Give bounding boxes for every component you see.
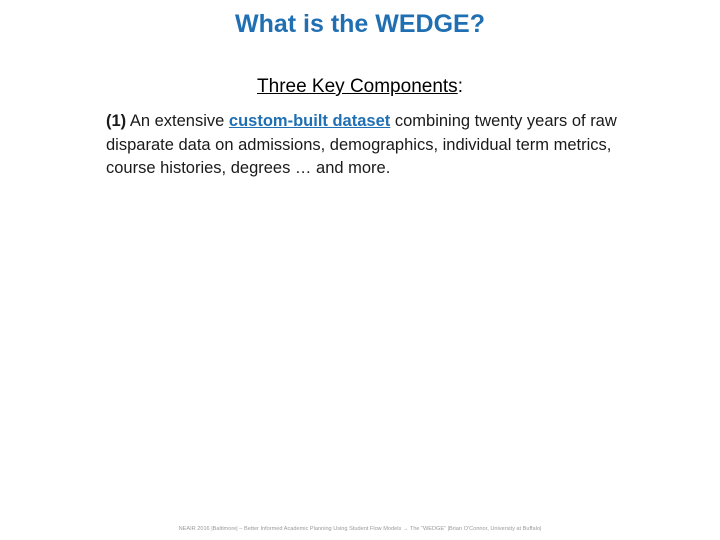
component-1-paragraph <box>106 110 626 181</box>
section-heading-text: Three Key Components <box>257 76 458 97</box>
component-number: (1) <box>106 112 127 130</box>
component-description: combining twenty years of raw disparate data on admissions, demographics, individual term metrics, course histories, degrees … and more. <box>106 112 617 177</box>
component-highlight: custom-built dataset <box>228 112 391 130</box>
slide-footer: NEAIR 2016 |Baltimore| – Better Informed Academic Planning Using Student Flow Models → The “WEDGE” |Brian O’Connor, University at Buffalo| <box>178 526 542 532</box>
component-lead-text: An extensive <box>126 112 229 130</box>
section-heading <box>0 74 720 100</box>
slide-title: What is the WEDGE? <box>235 10 485 38</box>
section-heading-colon: : <box>457 76 463 97</box>
